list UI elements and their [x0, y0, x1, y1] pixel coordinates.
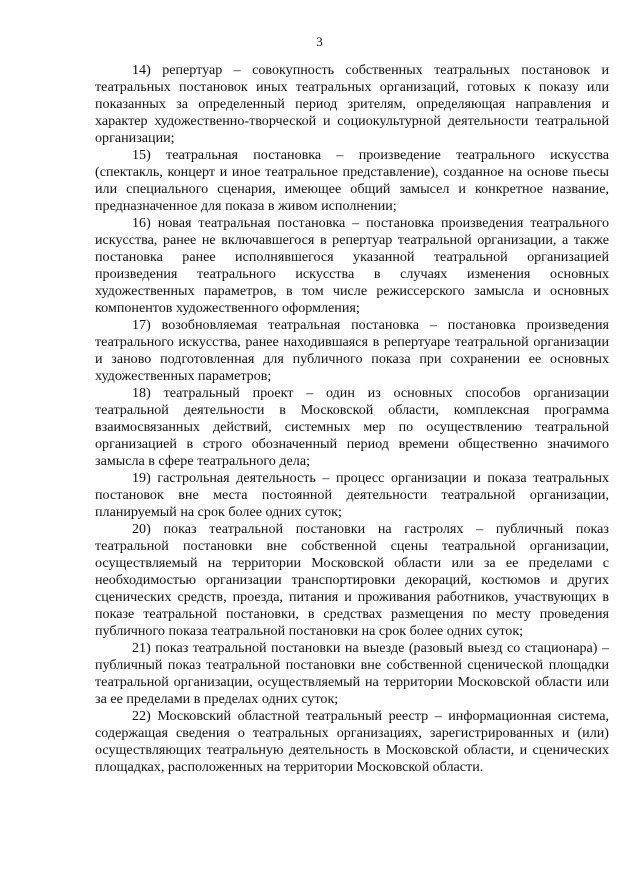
definition-item: [95, 385, 609, 470]
item-text: театральный проект – один из основных способов организации театральной деятельности в Московской области, комплексная программа взаимосвязанных действий, системных мер по осуществлению театральной организацией в строго обозначенный период времени общественно значимого замысла в сфере театрального дела;: [95, 385, 610, 469]
item-text: новая театральная постановка – постановка произведения театрального искусства, ранее не включавшегося в репертуар театральной организации, а также постановка ранее исполнявшегося указанной театральной организацией произведения театрального искусства в случаях изменения основных художественных параметров, в том числе режиссерского замысла и основных компонентов художественного оформления;: [95, 215, 609, 316]
page-number: 3: [316, 34, 323, 49]
definition-item: [95, 708, 609, 776]
definitions-list: [95, 62, 609, 776]
definition-item: [95, 470, 609, 521]
item-number: 19): [132, 470, 151, 486]
item-number: 21): [132, 640, 151, 656]
item-number: 18): [132, 385, 151, 401]
definition-item: [95, 640, 609, 708]
item-text: возобновляемая театральная постановка – постановка произведения театрального искусства, ранее находившаяся в репертуаре театральной организации и заново подготовленная для публичного показа при сохранении ее основных художественных параметров;: [95, 317, 609, 384]
item-number: 16): [132, 215, 151, 231]
definition-item: [95, 215, 609, 317]
item-number: 15): [132, 147, 151, 163]
item-text: гастрольная деятельность – процесс организации и показа театральных постановок вне места постоянной деятельности театральной организации, планируемый на срок более одних суток;: [95, 470, 609, 520]
item-text: показ театральной постановки на гастролях – публичный показ театральной постановки вне собственной сцены театральной организации, осуществляемый на территории Московской области или за ее пределами с необходимостью организации транспортировки декораций, костюмов и других сценических средств, проезда, питания и проживания работников, участвующих в показе театральной постановки, в средствах размещения по месту проведения публичного показа театральной постановки на срок более одних суток;: [95, 521, 609, 639]
definition-item: [95, 62, 609, 147]
item-number: 17): [132, 317, 151, 333]
item-text: Московский областной театральный реестр – информационная система, содержащая сведения о театральных организациях, зарегистрированных и (или) осуществляющих театральную деятельность в Московской области, и сценических площадках, расположенных на территории Московской области.: [95, 708, 609, 775]
definition-item: [95, 317, 609, 385]
item-text: театральная постановка – произведение театрального искусства (спектакль, концерт и иное театральное представление), созданное на основе пьесы или специального сценария, имеющее общий замысел и конкретное название, предназначенное для показа в живом исполнении;: [95, 147, 609, 214]
definition-item: [95, 521, 609, 640]
item-text: показ театральной постановки на выезде (разовый выезд со стационара) – публичный показ театральной постановки вне собственной сценической площадки театральной организации, осуществляемый на территории Московской области или за ее пределами в пределах одних суток;: [95, 640, 609, 707]
item-text: репертуар – совокупность собственных театральных постановок и театральных постановок иных театральных организаций, готовых к показу или показанных за определенный период зрителям, определяющая направления и характер художественно-творческой и социокультурной деятельности театральной организации;: [95, 62, 609, 146]
definition-item: [95, 147, 609, 215]
item-number: 14): [132, 62, 151, 78]
item-number: 20): [132, 521, 151, 537]
item-number: 22): [132, 708, 151, 724]
